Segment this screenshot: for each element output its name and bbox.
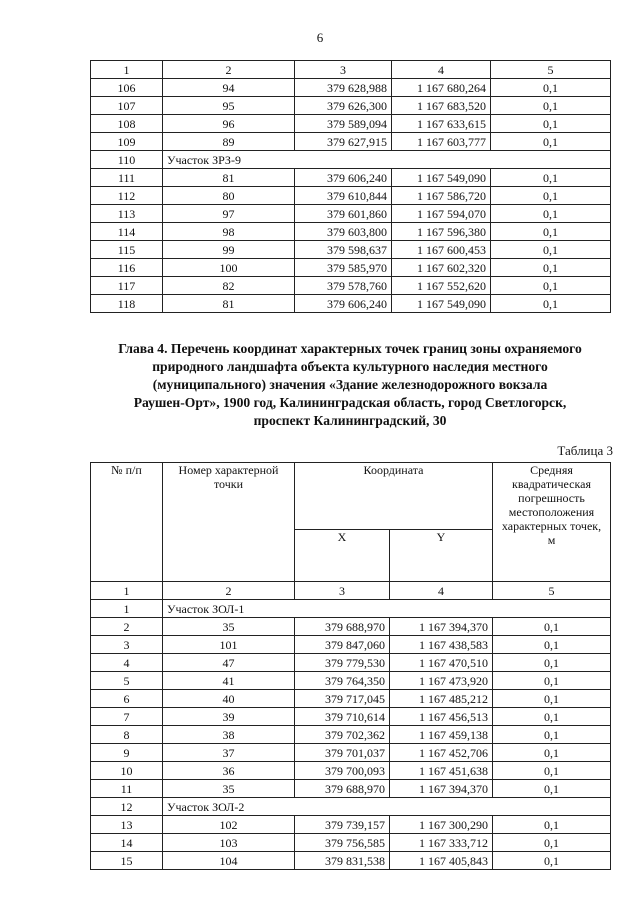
row-number-cell: 3 <box>91 636 163 654</box>
x-coordinate-cell: 379 739,157 <box>295 816 390 834</box>
error-cell: 0,1 <box>493 654 611 672</box>
point-number-cell: 96 <box>163 115 295 133</box>
column-index-cell: 5 <box>491 61 611 79</box>
row-number-cell: 7 <box>91 708 163 726</box>
coordinates-table-continued <box>90 60 611 313</box>
heading-line: проспект Калининградский, 30 <box>253 413 447 428</box>
row-number-cell: 12 <box>91 798 163 816</box>
point-number-cell: 80 <box>163 187 295 205</box>
table-row <box>91 852 611 870</box>
x-coordinate-cell: 379 606,240 <box>295 295 392 313</box>
y-coordinate-cell: 1 167 485,212 <box>390 690 493 708</box>
row-number-cell: 114 <box>91 223 163 241</box>
error-cell: 0,1 <box>493 816 611 834</box>
point-number-cell: 100 <box>163 259 295 277</box>
section-title-cell: Участок ЗРЗ-9 <box>163 151 611 169</box>
error-cell: 0,1 <box>491 241 611 259</box>
table-row <box>91 187 611 205</box>
x-coordinate-cell: 379 756,585 <box>295 834 390 852</box>
row-number-cell: 11 <box>91 780 163 798</box>
page-number: 6 <box>316 30 324 45</box>
point-number-cell: 39 <box>163 708 295 726</box>
row-number-cell: 115 <box>91 241 163 259</box>
row-number-cell: 108 <box>91 115 163 133</box>
y-coordinate-cell: 1 167 451,638 <box>390 762 493 780</box>
point-number-cell: 37 <box>163 744 295 762</box>
row-number-cell: 116 <box>91 259 163 277</box>
section-title-cell: Участок ЗОЛ-2 <box>163 798 611 816</box>
heading-line: природного ландшафта объекта культурного наследия местного <box>152 359 548 374</box>
y-coordinate-cell: 1 167 438,583 <box>390 636 493 654</box>
point-number-cell: 81 <box>163 295 295 313</box>
section-row <box>91 798 611 816</box>
row-number-cell: 13 <box>91 816 163 834</box>
point-number-cell: 40 <box>163 690 295 708</box>
table-row <box>91 834 611 852</box>
point-number-cell: 35 <box>163 780 295 798</box>
row-number-cell: 113 <box>91 205 163 223</box>
row-number-cell: 117 <box>91 277 163 295</box>
x-coordinate-cell: 379 688,970 <box>295 618 390 636</box>
row-number-cell: 109 <box>91 133 163 151</box>
header-error: Средняя квадратическая погрешность местоположения характерных точек, м <box>493 463 611 582</box>
row-number-cell: 6 <box>91 690 163 708</box>
header-coordinate: Координата <box>295 463 493 530</box>
row-number-cell: 110 <box>91 151 163 169</box>
point-number-cell: 95 <box>163 97 295 115</box>
x-coordinate-cell: 379 847,060 <box>295 636 390 654</box>
row-number-cell: 4 <box>91 654 163 672</box>
x-coordinate-cell: 379 779,530 <box>295 654 390 672</box>
y-coordinate-cell: 1 167 452,706 <box>390 744 493 762</box>
column-index-row <box>91 61 611 79</box>
y-coordinate-cell: 1 167 470,510 <box>390 654 493 672</box>
y-coordinate-cell: 1 167 603,777 <box>392 133 491 151</box>
table-row <box>91 672 611 690</box>
header-point: Номер характерной точки <box>163 463 295 582</box>
column-index-cell: 1 <box>91 582 163 600</box>
x-coordinate-cell: 379 701,037 <box>295 744 390 762</box>
table-row <box>91 816 611 834</box>
row-number-cell: 2 <box>91 618 163 636</box>
error-cell: 0,1 <box>493 636 611 654</box>
error-cell: 0,1 <box>493 726 611 744</box>
point-number-cell: 97 <box>163 205 295 223</box>
y-coordinate-cell: 1 167 594,070 <box>392 205 491 223</box>
header-x: X <box>295 529 390 581</box>
point-number-cell: 102 <box>163 816 295 834</box>
y-coordinate-cell: 1 167 394,370 <box>390 780 493 798</box>
error-cell: 0,1 <box>491 115 611 133</box>
header-num: № п/п <box>91 463 163 582</box>
error-cell: 0,1 <box>493 762 611 780</box>
table-row <box>91 744 611 762</box>
error-cell: 0,1 <box>493 852 611 870</box>
error-cell: 0,1 <box>491 223 611 241</box>
y-coordinate-cell: 1 167 459,138 <box>390 726 493 744</box>
chapter-heading <box>80 340 620 430</box>
row-number-cell: 9 <box>91 744 163 762</box>
section-row <box>91 151 611 169</box>
table-row <box>91 726 611 744</box>
row-number-cell: 10 <box>91 762 163 780</box>
x-coordinate-cell: 379 628,988 <box>295 79 392 97</box>
x-coordinate-cell: 379 626,300 <box>295 97 392 115</box>
table-row <box>91 618 611 636</box>
x-coordinate-cell: 379 610,844 <box>295 187 392 205</box>
point-number-cell: 98 <box>163 223 295 241</box>
x-coordinate-cell: 379 578,760 <box>295 277 392 295</box>
column-index-cell: 2 <box>163 582 295 600</box>
y-coordinate-cell: 1 167 549,090 <box>392 295 491 313</box>
row-number-cell: 8 <box>91 726 163 744</box>
error-cell: 0,1 <box>493 690 611 708</box>
table-row <box>91 79 611 97</box>
column-index-cell: 4 <box>390 582 493 600</box>
x-coordinate-cell: 379 603,800 <box>295 223 392 241</box>
y-coordinate-cell: 1 167 683,520 <box>392 97 491 115</box>
table-row <box>91 636 611 654</box>
coordinates-table-3 <box>90 462 611 870</box>
heading-line: (муниципального) значения «Здание железнодорожного вокзала <box>152 377 548 392</box>
x-coordinate-cell: 379 717,045 <box>295 690 390 708</box>
row-number-cell: 15 <box>91 852 163 870</box>
table-row <box>91 259 611 277</box>
y-coordinate-cell: 1 167 456,513 <box>390 708 493 726</box>
point-number-cell: 36 <box>163 762 295 780</box>
header-y: Y <box>390 529 493 581</box>
table-row <box>91 169 611 187</box>
point-number-cell: 99 <box>163 241 295 259</box>
point-number-cell: 103 <box>163 834 295 852</box>
table-row <box>91 133 611 151</box>
error-cell: 0,1 <box>493 672 611 690</box>
table-row <box>91 241 611 259</box>
error-cell: 0,1 <box>493 834 611 852</box>
x-coordinate-cell: 379 598,637 <box>295 241 392 259</box>
column-index-cell: 1 <box>91 61 163 79</box>
table-label: Таблица 3 <box>557 443 613 458</box>
y-coordinate-cell: 1 167 300,290 <box>390 816 493 834</box>
y-coordinate-cell: 1 167 596,380 <box>392 223 491 241</box>
table-row <box>91 223 611 241</box>
error-cell: 0,1 <box>491 259 611 277</box>
error-cell: 0,1 <box>491 295 611 313</box>
error-cell: 0,1 <box>491 187 611 205</box>
row-number-cell: 14 <box>91 834 163 852</box>
table-row <box>91 654 611 672</box>
table-row <box>91 690 611 708</box>
y-coordinate-cell: 1 167 633,615 <box>392 115 491 133</box>
point-number-cell: 101 <box>163 636 295 654</box>
row-number-cell: 111 <box>91 169 163 187</box>
table-row <box>91 205 611 223</box>
y-coordinate-cell: 1 167 552,620 <box>392 277 491 295</box>
error-cell: 0,1 <box>491 97 611 115</box>
y-coordinate-cell: 1 167 549,090 <box>392 169 491 187</box>
point-number-cell: 104 <box>163 852 295 870</box>
column-index-cell: 3 <box>295 61 392 79</box>
error-cell: 0,1 <box>493 618 611 636</box>
error-cell: 0,1 <box>491 277 611 295</box>
section-row <box>91 600 611 618</box>
error-cell: 0,1 <box>493 744 611 762</box>
column-index-cell: 5 <box>493 582 611 600</box>
y-coordinate-cell: 1 167 602,320 <box>392 259 491 277</box>
error-cell: 0,1 <box>493 780 611 798</box>
error-cell: 0,1 <box>491 79 611 97</box>
point-number-cell: 94 <box>163 79 295 97</box>
y-coordinate-cell: 1 167 586,720 <box>392 187 491 205</box>
table-row <box>91 277 611 295</box>
table-row <box>91 780 611 798</box>
point-number-cell: 47 <box>163 654 295 672</box>
row-number-cell: 106 <box>91 79 163 97</box>
y-coordinate-cell: 1 167 600,453 <box>392 241 491 259</box>
point-number-cell: 81 <box>163 169 295 187</box>
row-number-cell: 107 <box>91 97 163 115</box>
point-number-cell: 82 <box>163 277 295 295</box>
x-coordinate-cell: 379 627,915 <box>295 133 392 151</box>
y-coordinate-cell: 1 167 680,264 <box>392 79 491 97</box>
x-coordinate-cell: 379 585,970 <box>295 259 392 277</box>
table-header-row <box>91 463 611 530</box>
error-cell: 0,1 <box>491 169 611 187</box>
row-number-cell: 1 <box>91 600 163 618</box>
y-coordinate-cell: 1 167 333,712 <box>390 834 493 852</box>
column-index-cell: 4 <box>392 61 491 79</box>
row-number-cell: 112 <box>91 187 163 205</box>
table-row <box>91 295 611 313</box>
point-number-cell: 38 <box>163 726 295 744</box>
heading-line: Глава 4. Перечень координат характерных точек границ зоны охраняемого <box>118 341 582 356</box>
point-number-cell: 41 <box>163 672 295 690</box>
y-coordinate-cell: 1 167 405,843 <box>390 852 493 870</box>
column-index-row <box>91 582 611 600</box>
point-number-cell: 35 <box>163 618 295 636</box>
table-row <box>91 115 611 133</box>
x-coordinate-cell: 379 688,970 <box>295 780 390 798</box>
error-cell: 0,1 <box>491 205 611 223</box>
error-cell: 0,1 <box>493 708 611 726</box>
section-title-cell: Участок ЗОЛ-1 <box>163 600 611 618</box>
error-cell: 0,1 <box>491 133 611 151</box>
point-number-cell: 89 <box>163 133 295 151</box>
table-row <box>91 762 611 780</box>
row-number-cell: 5 <box>91 672 163 690</box>
row-number-cell: 118 <box>91 295 163 313</box>
x-coordinate-cell: 379 589,094 <box>295 115 392 133</box>
x-coordinate-cell: 379 831,538 <box>295 852 390 870</box>
table-row <box>91 97 611 115</box>
x-coordinate-cell: 379 601,860 <box>295 205 392 223</box>
column-index-cell: 2 <box>163 61 295 79</box>
x-coordinate-cell: 379 702,362 <box>295 726 390 744</box>
y-coordinate-cell: 1 167 473,920 <box>390 672 493 690</box>
table-row <box>91 708 611 726</box>
y-coordinate-cell: 1 167 394,370 <box>390 618 493 636</box>
x-coordinate-cell: 379 700,093 <box>295 762 390 780</box>
x-coordinate-cell: 379 764,350 <box>295 672 390 690</box>
x-coordinate-cell: 379 710,614 <box>295 708 390 726</box>
column-index-cell: 3 <box>295 582 390 600</box>
x-coordinate-cell: 379 606,240 <box>295 169 392 187</box>
heading-line: Раушен-Орт», 1900 год, Калининградская область, город Светлогорск, <box>133 395 567 410</box>
